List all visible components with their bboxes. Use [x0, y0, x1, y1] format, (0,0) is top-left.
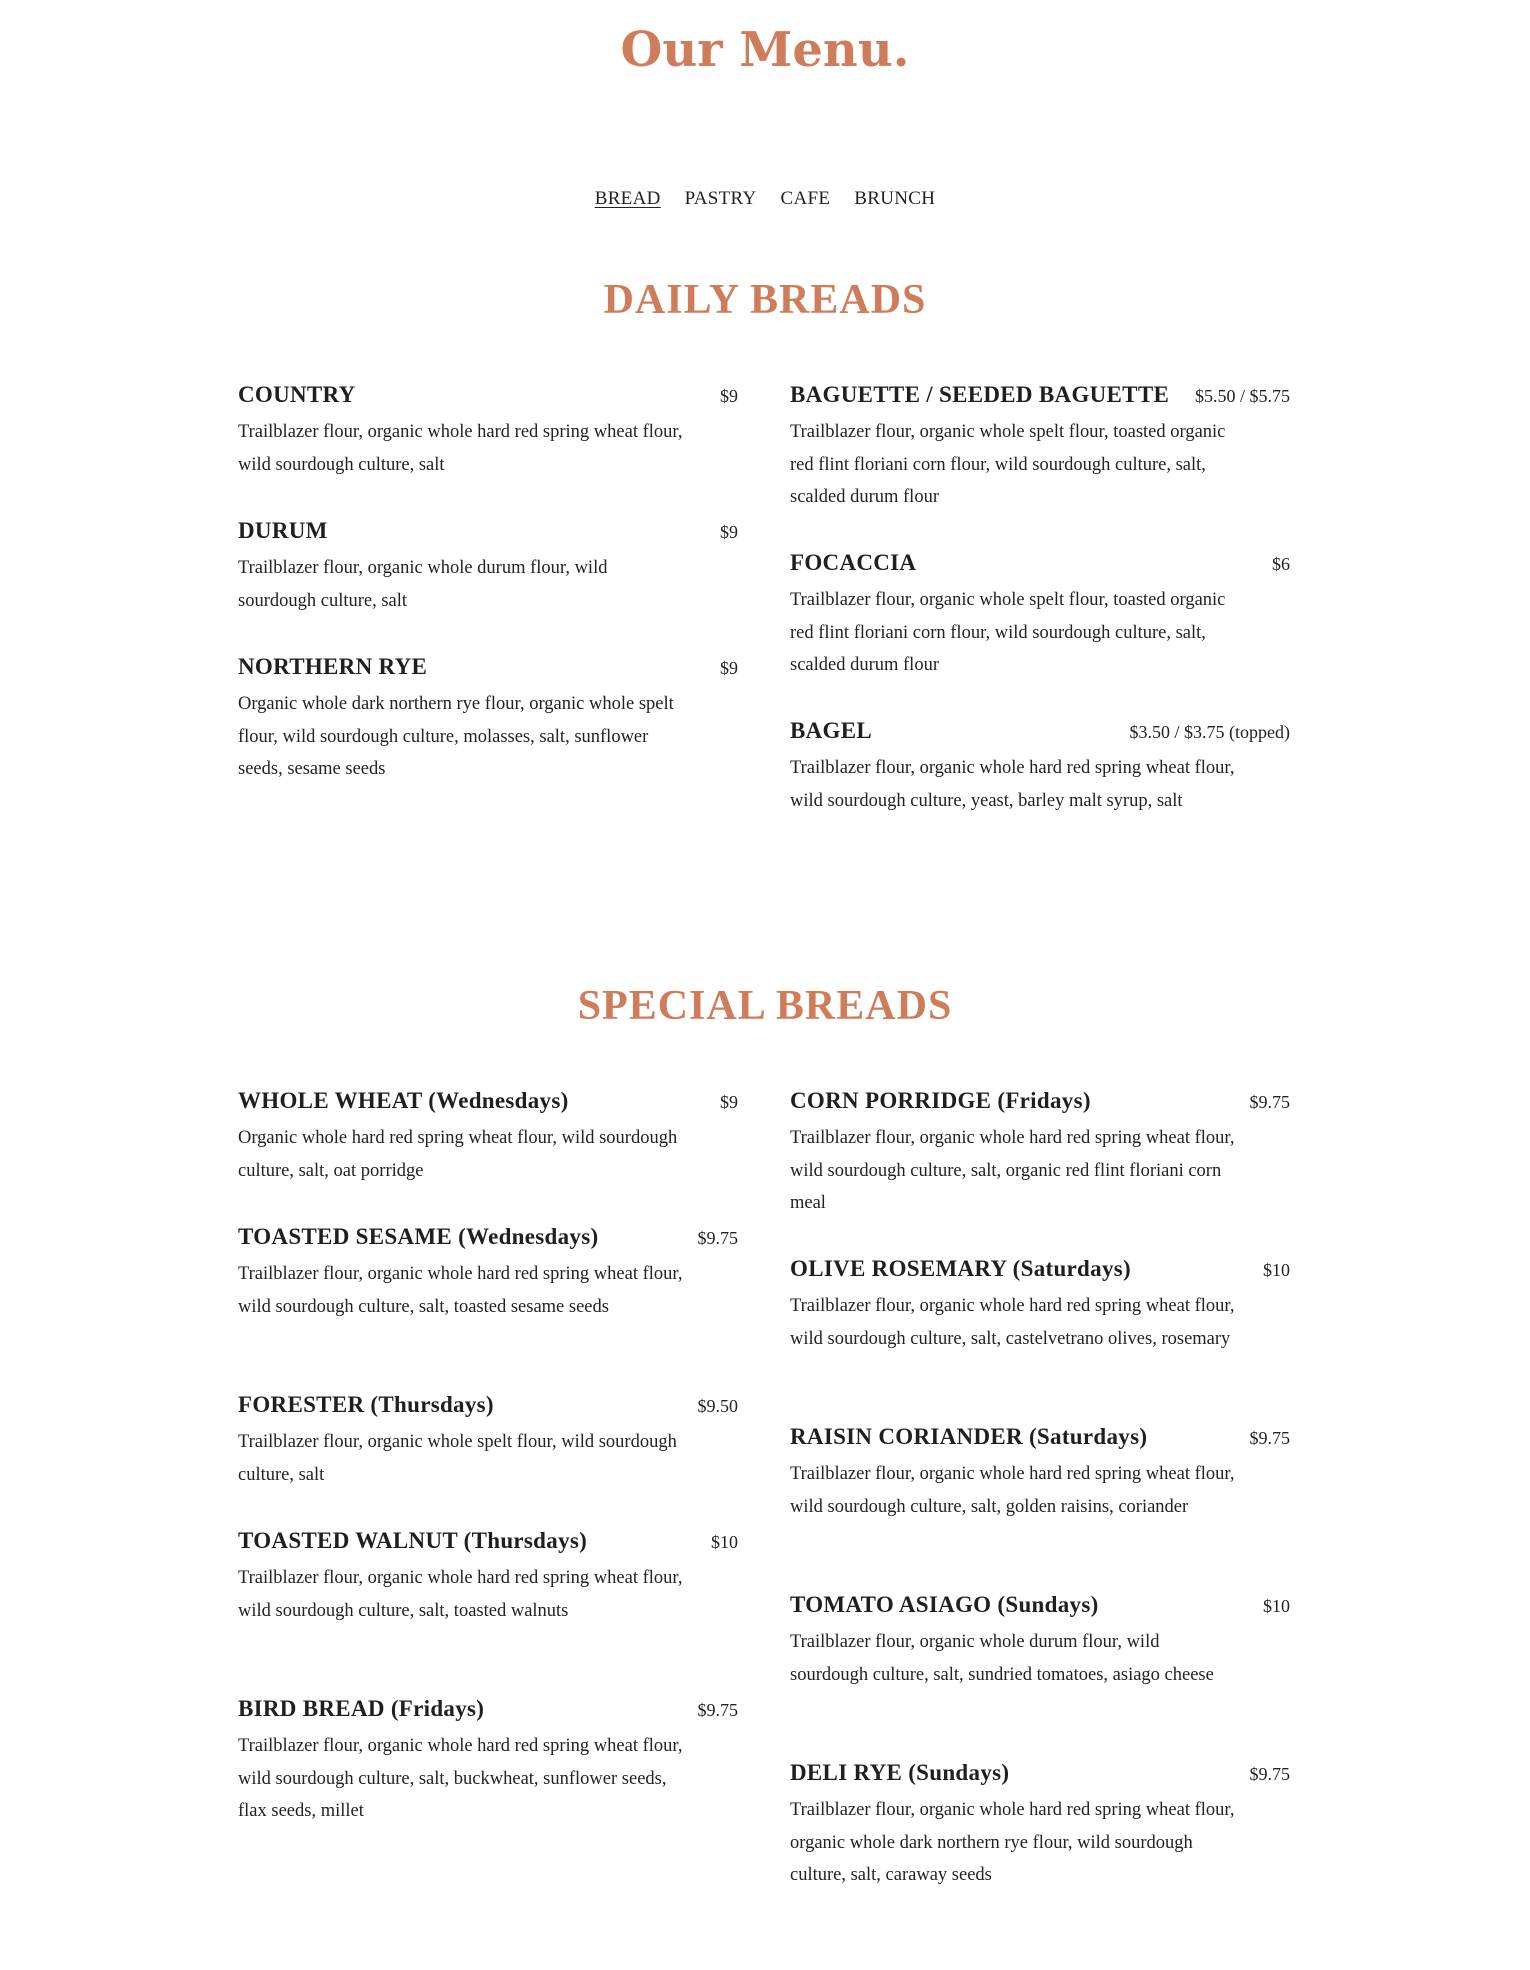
- item-description: Trailblazer flour, organic whole durum flour, wild sourdough culture, salt, sundried tomatoes, asiago cheese: [790, 1632, 1214, 1685]
- nav-link-bread[interactable]: BREAD: [594, 188, 661, 209]
- section-title-special-breads: SPECIAL BREADS: [577, 983, 953, 1029]
- item-name: TOASTED SESAME (Wednesdays): [238, 1224, 599, 1249]
- item-name: BAGEL: [790, 718, 873, 743]
- menu-item: [238, 1088, 738, 1187]
- item-price: $9.75: [697, 1228, 738, 1248]
- item-name: NORTHERN RYE: [238, 654, 428, 679]
- menu-item: [790, 1760, 1290, 1892]
- item-name: COUNTRY: [238, 382, 356, 407]
- nav-link-brunch[interactable]: BRUNCH: [854, 188, 936, 209]
- item-description: Trailblazer flour, organic whole hard red spring wheat flour, wild sourdough culture, salt, golden raisins, coriander: [790, 1464, 1235, 1517]
- item-description: Trailblazer flour, organic whole hard red spring wheat flour, wild sourdough culture, salt, buckwheat, sunflower seeds, flax seeds, millet: [238, 1736, 683, 1821]
- item-name: RAISIN CORIANDER (Saturdays): [790, 1424, 1148, 1449]
- item-name: TOASTED WALNUT (Thursdays): [238, 1528, 588, 1553]
- item-price: $3.50 / $3.75 (topped): [1129, 722, 1290, 742]
- item-description: Trailblazer flour, organic whole durum flour, wild sourdough culture, salt: [238, 558, 608, 611]
- menu-item: [790, 1256, 1290, 1355]
- item-description: Organic whole hard red spring wheat flour, wild sourdough culture, salt, oat porridge: [238, 1128, 678, 1181]
- item-description: Trailblazer flour, organic whole hard red spring wheat flour, wild sourdough culture, salt, toasted walnuts: [238, 1568, 683, 1621]
- item-description: Trailblazer flour, organic whole hard red spring wheat flour, wild sourdough culture, yeast, barley malt syrup, salt: [790, 758, 1235, 811]
- item-name: FORESTER (Thursdays): [238, 1392, 494, 1417]
- item-price: $9: [720, 522, 738, 542]
- menu-item: [238, 1224, 738, 1323]
- nav-link-cafe[interactable]: CAFE: [780, 188, 831, 209]
- item-description: Trailblazer flour, organic whole spelt flour, toasted organic red flint floriani corn flour, wild sourdough culture, salt, scalded durum flour: [790, 422, 1226, 507]
- item-price: $9: [720, 386, 738, 406]
- menu-category-nav: [0, 188, 1530, 210]
- item-price: $9.75: [1249, 1764, 1290, 1784]
- menu-item: [790, 1088, 1290, 1220]
- item-price: $9.75: [1249, 1428, 1290, 1448]
- section-title-daily-breads: DAILY BREADS: [603, 277, 927, 323]
- item-price: $9: [720, 1092, 738, 1112]
- item-description: Trailblazer flour, organic whole spelt flour, wild sourdough culture, salt: [238, 1432, 677, 1485]
- item-name: OLIVE ROSEMARY (Saturdays): [790, 1256, 1131, 1281]
- menu-item: [238, 1392, 738, 1491]
- menu-item: [790, 1592, 1290, 1691]
- item-name: DURUM: [238, 518, 328, 543]
- item-name: BAGUETTE / SEEDED BAGUETTE: [790, 382, 1170, 407]
- item-description: Trailblazer flour, organic whole spelt flour, toasted organic red flint floriani corn flour, wild sourdough culture, salt, scalded durum flour: [790, 590, 1226, 675]
- item-price: $10: [711, 1532, 738, 1552]
- menu-item: [238, 654, 738, 786]
- item-price: $5.50 / $5.75: [1194, 386, 1290, 406]
- menu-item: [790, 550, 1290, 682]
- menu-item: [238, 518, 738, 617]
- item-price: $10: [1263, 1260, 1290, 1280]
- menu-item: [238, 382, 738, 481]
- item-description: Organic whole dark northern rye flour, organic whole spelt flour, wild sourdough culture, molasses, salt, sunflower seeds, sesame seeds: [238, 694, 674, 779]
- item-name: WHOLE WHEAT (Wednesdays): [238, 1088, 569, 1113]
- menu-item: [790, 382, 1290, 514]
- item-description: Trailblazer flour, organic whole hard red spring wheat flour, wild sourdough culture, salt: [238, 422, 683, 475]
- item-price: $10: [1263, 1596, 1290, 1616]
- nav-link-pastry[interactable]: PASTRY: [684, 188, 757, 209]
- item-price: $6: [1272, 554, 1290, 574]
- item-name: BIRD BREAD (Fridays): [238, 1696, 485, 1721]
- page-title: Our Menu.: [620, 22, 910, 78]
- item-price: $9.50: [697, 1396, 738, 1416]
- menu-item: [790, 718, 1290, 817]
- item-description: Trailblazer flour, organic whole hard red spring wheat flour, wild sourdough culture, salt, organic red flint floriani corn meal: [790, 1128, 1235, 1213]
- item-price: $9.75: [1249, 1092, 1290, 1112]
- menu-item: [238, 1696, 738, 1828]
- item-name: TOMATO ASIAGO (Sundays): [790, 1592, 1099, 1617]
- item-name: FOCACCIA: [790, 550, 917, 575]
- item-name: CORN PORRIDGE (Fridays): [790, 1088, 1091, 1113]
- item-price: $9.75: [697, 1700, 738, 1720]
- item-price: $9: [720, 658, 738, 678]
- menu-item: [790, 1424, 1290, 1523]
- menu-item: [238, 1528, 738, 1627]
- item-description: Trailblazer flour, organic whole hard red spring wheat flour, wild sourdough culture, salt, toasted sesame seeds: [238, 1264, 683, 1317]
- item-description: Trailblazer flour, organic whole hard red spring wheat flour, organic whole dark northern rye flour, wild sourdough culture, salt, caraway seeds: [790, 1800, 1235, 1885]
- item-description: Trailblazer flour, organic whole hard red spring wheat flour, wild sourdough culture, salt, castelvetrano olives, rosemary: [790, 1296, 1235, 1349]
- item-name: DELI RYE (Sundays): [790, 1760, 1010, 1785]
